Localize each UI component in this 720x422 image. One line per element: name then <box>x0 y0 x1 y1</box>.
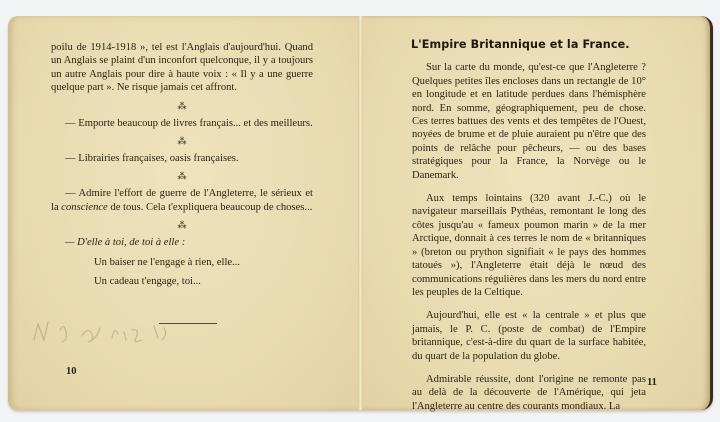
paragraph: poilu de 1914-1918 », tel est l'Anglais d'aujourd'hui. Quand un Anglais se plaint d'un inconfort quelconque, il y a toujours un autre Anglais pour dire à haute voix : « Il y a une guerre quelque part ». Ne risque jamais cet affront. <box>51 42 313 94</box>
left-page-text <box>51 41 313 294</box>
right-page-text <box>412 38 646 413</box>
paragraph: — Emporte beaucoup de livres français... et des meilleurs. <box>65 117 313 129</box>
text-run: de tous. Cela t'expliquera beaucoup de choses... <box>107 201 313 213</box>
paragraph: Admirable réussite, dont l'origine ne remonte pas au delà de la découverte de l'Amérique, qui jeta l'Angleterre au centre des courants mondiaux. La <box>412 373 646 412</box>
right-page <box>360 16 713 410</box>
text-run: — Admire l'effort de guerre de l'Angleterre, le sérieux et la <box>51 188 313 213</box>
pencil-annotation <box>26 310 176 350</box>
booklet-spread <box>8 16 716 414</box>
emphasis: conscience <box>61 201 108 213</box>
left-page <box>8 16 360 410</box>
asterism-ornament: ⁂ <box>177 100 187 111</box>
paragraph: Aux temps lointains (320 avant J.-C.) où le navigateur marseillais Pythéas, remontant le long des côtes jusqu'au « fameux poumon marin » de la mer Arctique, donnait à ces terres le nom de « britanniques » (breton ou prython signifiait « le pays des hommes tatoués »), l'Angleterre était déjà le nœud des communications régulières dans les mers du nord entre les peuples de la Celtique. <box>412 193 646 298</box>
paragraph: — Librairies françaises, oasis françaises. <box>65 153 239 165</box>
paragraph: Sur la carte du monde, qu'est-ce que l'Angleterre ? Quelques petites îles encloses dans un rectangle de 10° en longitude et en latitude perdues dans l'hémisphère nord. En somme, géographiquement, peu de chose. Ces terres battues des vents et des tempêtes de l'Ouest, noyées de brume et de pluie auraient pu n'être que des points de relâche pour pêcheurs, — ou des bases stratégiques pour la France, la Norvège ou le Danemark. <box>412 62 646 181</box>
page-number: 11 <box>647 377 657 388</box>
verse-line: Un baiser ne l'engage à rien, elle... <box>94 256 241 268</box>
chapter-heading: L'Empire Britannique et la France. <box>411 38 630 51</box>
verse-line: Un cadeau t'engage, toi... <box>94 276 201 288</box>
paragraph: — D'elle à toi, de toi à elle : <box>65 237 186 249</box>
book-spine <box>358 16 363 410</box>
verse-block <box>51 256 313 289</box>
asterism-ornament: ⁂ <box>177 136 187 147</box>
paragraph: Aujourd'hui, elle est « la centrale » et plus que jamais, le P. C. (poste de combat) de l'Empire britannique, c'est-à-dire du quart de la surface habitée, du quart de la population du globe. <box>412 310 646 362</box>
asterism-ornament: ⁂ <box>177 220 187 231</box>
asterism-ornament: ⁂ <box>177 171 187 182</box>
page-number: 10 <box>66 366 77 377</box>
paragraph <box>51 187 313 214</box>
